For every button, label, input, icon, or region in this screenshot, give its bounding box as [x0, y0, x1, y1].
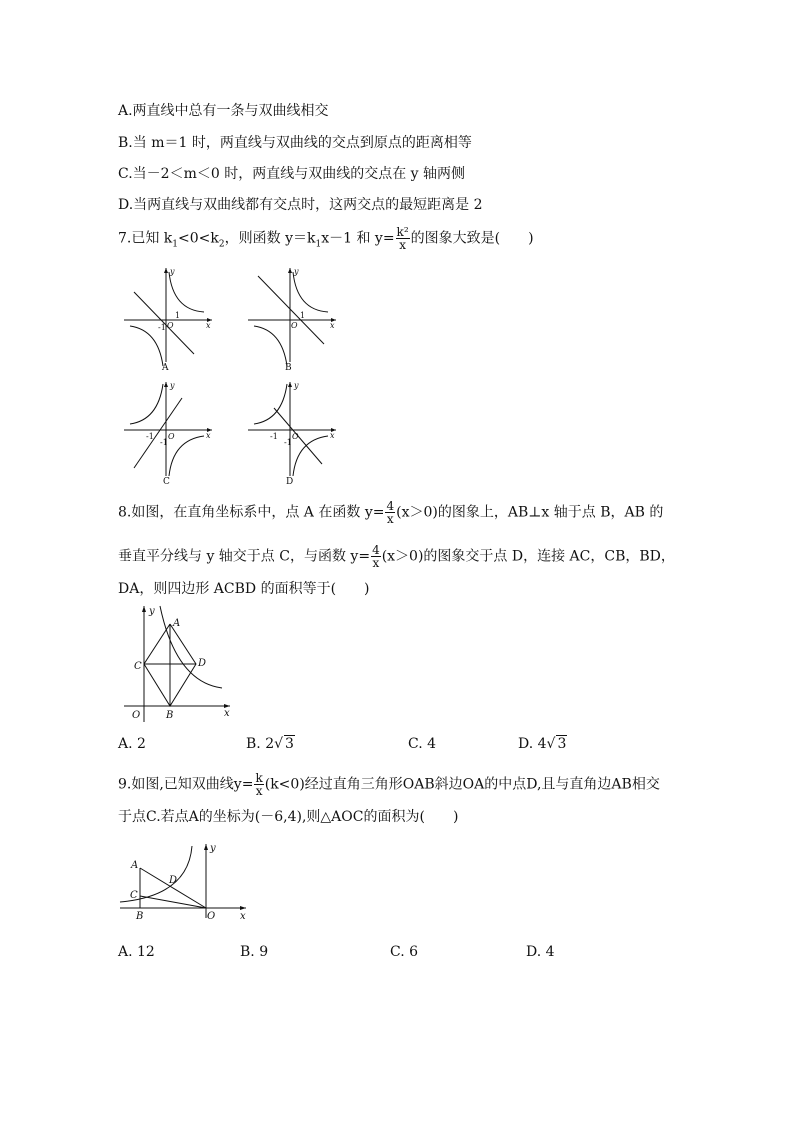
q9-fraction: [254, 772, 263, 797]
tick-neg1-label: -1: [146, 432, 154, 441]
hyperbola-branch-2: [254, 326, 287, 366]
origin-label: O: [207, 911, 216, 922]
y-label: y: [149, 606, 155, 617]
hyperbola-branch-1: [293, 272, 328, 312]
q7-stem-mid3: x－1 和 y=: [321, 230, 395, 247]
q7-frac-den: x: [399, 238, 406, 252]
tick-neg1-label: -1: [270, 432, 278, 441]
q7-stem-mid1: <0<k: [178, 230, 219, 247]
q8-frac1-den: x: [386, 512, 394, 526]
y-label: y: [210, 843, 216, 854]
q8-frac2-den: x: [372, 556, 380, 570]
q8-option-c: C. 4: [408, 736, 437, 752]
tick-neg1-y-label: -1: [160, 438, 168, 447]
q6-option-b: B.当 m＝1 时，两直线与双曲线的交点到原点的距离相等: [118, 135, 472, 151]
y-label: y: [294, 267, 299, 276]
q8-fraction-2: [371, 544, 381, 569]
hyperbola-branch-2: [130, 326, 163, 366]
x-label: x: [224, 708, 230, 719]
line-k1: [134, 398, 182, 468]
q8-frac1-num: 4: [386, 499, 395, 513]
q9-line-1: [118, 772, 660, 797]
graph-label-c: C: [163, 477, 170, 487]
tick-1-label: 1: [300, 311, 306, 320]
y-label: y: [170, 267, 175, 276]
q7-stem-pre: 7.已知 k: [118, 230, 173, 247]
q9-frac-den: x: [255, 784, 263, 798]
x-arrow-icon: [240, 906, 246, 910]
point-c-label: C: [134, 661, 142, 672]
q7-stem-mid2: ，则函数 y＝k: [224, 230, 316, 247]
q9-option-a: A. 12: [118, 944, 155, 960]
q9-line-2: 于点C.若点A的坐标为(－6,4),则△AOC的面积为( ): [118, 809, 459, 825]
tick-1-label: 1: [175, 311, 181, 320]
q8-option-b-radicand: 3: [285, 736, 294, 752]
tick-neg1-y-label: -1: [284, 438, 292, 447]
q7-graph-b: [244, 262, 344, 374]
point-a-label: A: [173, 618, 181, 629]
y-label: y: [170, 381, 175, 390]
q9-option-c: C. 6: [390, 944, 419, 960]
tick-neg1-label: -1: [158, 323, 166, 332]
y-arrow-icon: [164, 268, 168, 273]
q7-sub-2: 2: [218, 239, 225, 250]
hyperbola-branch-1: [169, 272, 204, 312]
q7-stem-post: 的图象大致是( ): [410, 230, 534, 247]
y-arrow-icon: [288, 382, 292, 387]
y-arrow-icon: [142, 606, 146, 612]
y-arrow-icon: [164, 382, 168, 387]
q8-option-b: B. 2√ 3: [246, 736, 294, 752]
x-label: x: [330, 431, 335, 440]
point-d-label: D: [169, 875, 178, 886]
q7-frac-num: k²: [396, 225, 409, 239]
q7-stem: [118, 226, 534, 253]
x-label: x: [330, 321, 335, 330]
q9-option-d: D. 4: [526, 944, 555, 960]
hyperbola-branch-2: [293, 436, 328, 476]
origin-label: O: [168, 432, 175, 441]
origin-label: O: [132, 710, 141, 721]
hyperbola-branch-2: [169, 436, 204, 476]
x-label: x: [206, 431, 211, 440]
hyperbola-branch-1: [130, 384, 163, 424]
x-label: x: [240, 911, 246, 922]
q8-line-3: DA，则四边形 ACBD 的面积等于( ): [118, 581, 370, 597]
q8-fraction-1: [385, 500, 395, 525]
q8-line2-post: (x＞0)的图象交于点 D，连接 AC，CB，BD，: [381, 548, 675, 565]
point-b-label: B: [136, 911, 144, 922]
q7-sub-1: 1: [172, 239, 179, 250]
q7-sub-3: 1: [315, 239, 322, 250]
x-label: x: [206, 321, 211, 330]
q8-option-b-text: B. 2: [246, 736, 275, 752]
q8-option-d-radicand: 3: [557, 736, 567, 752]
y-label: y: [294, 381, 299, 390]
q9-frac-num: k: [255, 771, 263, 785]
point-a-label: A: [131, 860, 139, 871]
q6-option-a: A.两直线中总有一条与双曲线相交: [118, 103, 329, 119]
q8-line2-pre: 垂直平分线与 y 轴交于点 C，与函数 y=: [118, 548, 371, 565]
hyperbola-curve: [160, 606, 222, 688]
line-k1: [258, 276, 324, 344]
q8-line1-post: (x＞0)的图象上，AB⊥x 轴于点 B，AB 的: [396, 504, 664, 521]
q8-figure: [122, 602, 242, 726]
q8-option-d: D. 4√ 3: [518, 736, 567, 752]
origin-label: O: [291, 321, 298, 330]
point-d-label: D: [198, 658, 207, 669]
q8-line1-pre: 8.如图，在直角坐标系中，点 A 在函数 y=: [118, 504, 385, 521]
q7-graph-c: [120, 378, 220, 490]
q7-fraction: [396, 226, 410, 251]
point-b-label: B: [166, 710, 174, 721]
q8-option-a: A. 2: [118, 736, 146, 752]
q6-option-d: D.当两直线与双曲线都有交点时，这两交点的最短距离是 2: [118, 197, 483, 213]
q6-option-c: C.当－2＜m＜0 时，两直线与双曲线的交点在 y 轴两侧: [118, 166, 466, 182]
q9-line1-pre: 9.如图,已知双曲线y=: [118, 776, 254, 793]
graph-label-a: A: [162, 363, 169, 373]
q7-graph-a: [120, 262, 220, 374]
q8-frac2-num: 4: [372, 543, 380, 557]
q7-graph-d: [244, 378, 344, 490]
point-c-label: C: [130, 890, 138, 901]
origin-label: O: [167, 321, 174, 330]
q8-line-1: [118, 500, 663, 525]
q9-option-b: B. 9: [240, 944, 269, 960]
graph-label-d: D: [286, 477, 294, 487]
q9-figure: [118, 842, 254, 924]
y-arrow-icon: [288, 268, 292, 273]
origin-label: O: [292, 432, 299, 441]
q9-line1-post: (k<0)经过直角三角形OAB斜边OA的中点D,且与直角边AB相交: [264, 776, 660, 793]
q8-option-d-text: D. 4: [518, 736, 547, 752]
y-arrow-icon: [204, 844, 208, 850]
graph-label-b: B: [285, 363, 292, 373]
q8-line-2: [118, 544, 675, 569]
